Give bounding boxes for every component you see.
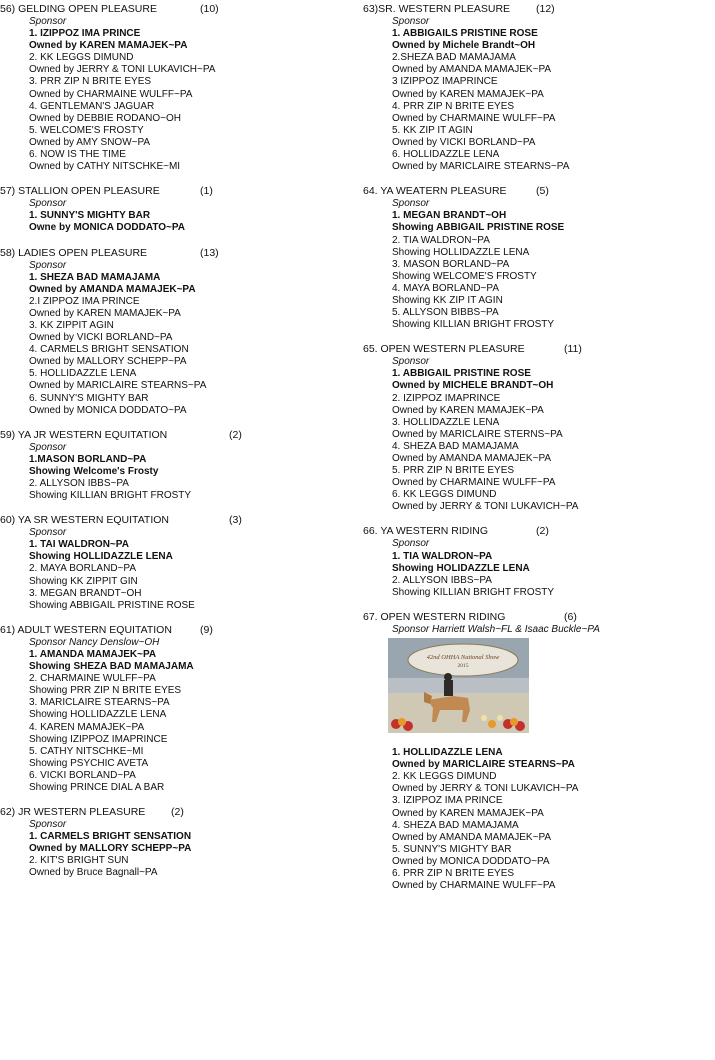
class-heading	[363, 525, 713, 538]
sponsor-line: Sponsor	[29, 259, 67, 271]
placing-line: Showing ABBIGAIL PRISTINE ROSE	[29, 599, 195, 611]
winner-line: 1. HOLLIDAZZLE LENA	[392, 747, 503, 759]
placing-line: Owned by VICKI BORLAND~PA	[29, 332, 173, 344]
class-heading	[363, 343, 713, 356]
placing-line: Owned by KAREN MAMAJEK~PA	[392, 404, 544, 416]
class-block	[0, 429, 350, 502]
placing-line: 2. KK LEGGS DIMUND	[392, 771, 497, 783]
placing-line: Owned by CHARMAINE WULFF~PA	[392, 112, 556, 124]
placing-line: Owned by VICKI BORLAND~PA	[392, 136, 536, 148]
right-column	[363, 3, 713, 904]
placing-line: Showing KILLIAN BRIGHT FROSTY	[29, 490, 192, 502]
placing-line: Owned by MONICA DODDATO~PA	[29, 404, 187, 416]
placing-line: Showing PRR ZIP N BRITE EYES	[29, 685, 182, 697]
placing-line: Owned by CHARMAINE WULFF~PA	[29, 88, 193, 100]
placing-line: 6. NOW IS THE TIME	[29, 149, 126, 161]
winner-line: Showing ABBIGAIL PRISTINE ROSE	[392, 222, 565, 234]
placing-line: 2. TIA WALDRON~PA	[392, 234, 490, 246]
entry-count: (10)	[200, 3, 219, 15]
placing-line: 3. MARICLAIRE STEARNS~PA	[29, 697, 170, 709]
placing-line: 2. KIT'S BRIGHT SUN	[29, 855, 129, 867]
placing-line: 3. IZIPPOZ IMA PRINCE	[392, 795, 503, 807]
placing-line: 2. KK LEGGS DIMUND	[29, 52, 134, 64]
sponsor-line: Sponsor	[29, 441, 67, 453]
class-heading	[0, 514, 350, 527]
left-column	[0, 3, 350, 892]
placing-line: 5. WELCOME'S FROSTY	[29, 124, 144, 136]
class-title: 67. OPEN WESTERN RIDING	[363, 610, 506, 623]
winner-line: Owned by KAREN MAMAJEK~PA	[29, 40, 188, 52]
class-title: 63)SR. WESTERN PLEASURE	[363, 3, 511, 15]
winner-line: 1. AMANDA MAMAJEK~PA	[29, 648, 157, 660]
class-title: 60) YA SR WESTERN EQUITATION	[0, 514, 169, 527]
entry-count: (6)	[564, 610, 577, 623]
class-title: 57) STALLION OPEN PLEASURE	[0, 185, 160, 198]
placing-line: Owned by DEBBIE RODANO~OH	[29, 112, 181, 124]
placing-line: Owned by MALLORY SCHEPP~PA	[29, 356, 187, 368]
placing-line: Showing PRINCE DIAL A BAR	[29, 781, 165, 793]
entry-count: (9)	[200, 623, 213, 636]
placing-line: 4. SHEZA BAD MAMAJAMA	[392, 440, 519, 452]
winner-line: Owned by MALLORY SCHEPP~PA	[29, 843, 192, 855]
placing-line: 6. PRR ZIP N BRITE EYES	[392, 867, 515, 879]
placing-line: 5. PRR ZIP N BRITE EYES	[392, 465, 515, 477]
placing-line: Owned by Bruce Bagnall~PA	[29, 867, 158, 879]
entry-count: (3)	[229, 514, 242, 527]
placing-line: 3. HOLLIDAZZLE LENA	[392, 416, 500, 428]
placing-line: Owned by AMANDA MAMAJEK~PA	[392, 64, 552, 76]
entry-count: (11)	[564, 343, 582, 356]
placing-line: Owned by AMANDA MAMAJEK~PA	[392, 453, 552, 464]
class-title: 64. YA WEATERN PLEASURE	[363, 185, 507, 198]
placing-line: Showing KILLIAN BRIGHT FROSTY	[392, 586, 555, 598]
class-title: 66. YA WESTERN RIDING	[363, 525, 489, 538]
class-title: 59) YA JR WESTERN EQUITATION	[0, 428, 168, 441]
class-block	[363, 611, 713, 892]
placing-line: 3. PRR ZIP N BRITE EYES	[29, 76, 152, 88]
winner-line: Showing HOLLIDAZZLE LENA	[29, 551, 173, 563]
class-block	[363, 343, 713, 513]
class-title: 58) LADIES OPEN PLEASURE	[0, 246, 148, 259]
placing-line: 5. SUNNY'S MIGHTY BAR	[392, 843, 512, 855]
entry-count: (12)	[536, 3, 555, 15]
placing-line: Showing HOLLIDAZZLE LENA	[392, 246, 530, 258]
placing-line: Owned by AMANDA MAMAJEK~PA	[392, 831, 552, 843]
class-heading	[0, 806, 350, 819]
entry-count: (2)	[171, 806, 184, 819]
class-title: 56) GELDING OPEN PLEASURE	[0, 3, 157, 15]
placing-line: Owned by KAREN MAMAJEK~PA	[392, 807, 544, 819]
placing-line: 6. VICKI BORLAND~PA	[29, 769, 136, 781]
placing-line: 4. CARMELS BRIGHT SENSATION	[29, 344, 189, 356]
placing-line: 2. MAYA BORLAND~PA	[29, 563, 136, 575]
sponsor-line: Sponsor	[392, 356, 430, 368]
sponsor-line: Sponsor Nancy Denslow~OH	[29, 636, 160, 648]
placing-line: 2. CHARMAINE WULFF~PA	[29, 673, 156, 685]
winner-line: 1.MASON BORLAND~PA	[29, 453, 147, 465]
winner-line: 1. TIA WALDRON~PA	[392, 550, 493, 562]
placing-line: Owned by CATHY NITSCHKE~MI	[29, 161, 181, 173]
placing-line: 6. KK LEGGS DIMUND	[392, 489, 497, 501]
placing-line: Owned by CHARMAINE WULFF~PA	[392, 880, 556, 892]
placing-line: Owned by JERRY & TONI LUKAVICH~PA	[29, 64, 216, 76]
placing-line: Owned by JERRY & TONI LUKAVICH~PA	[392, 501, 579, 513]
winner-line: 1. SUNNY'S MIGHTY BAR	[29, 210, 151, 222]
placing-line: 2.I ZIPPOZ IMA PRINCE	[29, 295, 140, 307]
winner-line: 1. MEGAN BRANDT~OH	[392, 210, 507, 222]
winner-line: Showing SHEZA BAD MAMAJAMA	[29, 661, 194, 673]
placing-line: Showing KILLIAN BRIGHT FROSTY	[392, 319, 555, 331]
placing-line: 4. MAYA BORLAND~PA	[392, 282, 499, 294]
placing-line: 5. ALLYSON BIBBS~PA	[392, 307, 499, 319]
winner-line: Owned by AMANDA MAMAJEK~PA	[29, 283, 196, 295]
class-heading	[0, 429, 350, 442]
class-block	[0, 806, 350, 879]
winner-line: 1. CARMELS BRIGHT SENSATION	[29, 831, 192, 843]
winner-line: 1. SHEZA BAD MAMAJAMA	[29, 271, 161, 283]
placing-line: Owned by KAREN MAMAJEK~PA	[392, 88, 544, 100]
placing-line: 2. IZIPPOZ IMAPRINCE	[392, 392, 501, 404]
placing-line: 5. CATHY NITSCHKE~MI	[29, 745, 144, 757]
placing-line: 2.SHEZA BAD MAMAJAMA	[392, 52, 516, 64]
winner-line: Owned by Michele Brandt~OH	[392, 40, 536, 52]
class-title: 61) ADULT WESTERN EQUITATION	[0, 623, 172, 636]
placing-line: Owned by MARICLAIRE STEARNS~PA	[392, 161, 570, 173]
placing-line: Showing WELCOME'S FROSTY	[392, 270, 537, 282]
placing-line: Owned by KAREN MAMAJEK~PA	[29, 307, 181, 319]
placing-line: 3. MEGAN BRANDT~OH	[29, 587, 142, 599]
class-block	[0, 247, 350, 417]
winner-line: Showing HOLIDAZZLE LENA	[392, 562, 530, 574]
placing-line: Showing KK ZIP IT AGIN	[392, 294, 503, 306]
placing-line: 4. KAREN MAMAJEK~PA	[29, 721, 145, 733]
sponsor-line: Sponsor	[29, 527, 67, 539]
placing-line: 4. PRR ZIP N BRITE EYES	[392, 100, 515, 112]
class-heading	[0, 624, 350, 637]
placing-line: 5. KK ZIP IT AGIN	[392, 124, 473, 136]
sponsor-line: Sponsor Harriett Walsh~FL & Isaac Buckle~PA	[392, 623, 600, 635]
class-title: 62) JR WESTERN PLEASURE	[0, 806, 146, 819]
placing-line: 4. GENTLEMAN'S JAGUAR	[29, 100, 155, 112]
class-block	[363, 185, 713, 331]
class-heading	[0, 3, 350, 16]
placing-line: Showing IZIPPOZ IMAPRINCE	[29, 733, 168, 745]
class-heading	[363, 185, 713, 198]
placing-line: 3. MASON BORLAND~PA	[392, 258, 510, 270]
placing-line: Owned by JERRY & TONI LUKAVICH~PA	[392, 783, 579, 795]
winner-line: Owned by MARICLAIRE STEARNS~PA	[392, 759, 575, 771]
entry-count: (5)	[536, 185, 549, 198]
show-photo	[388, 638, 529, 733]
entry-count: (13)	[200, 246, 219, 259]
placing-line: Showing PSYCHIC AVETA	[29, 757, 149, 769]
class-heading	[0, 185, 350, 198]
placing-line: 2. ALLYSON IBBS~PA	[29, 478, 129, 489]
winner-line: Owned by MICHELE BRANDT~OH	[392, 380, 554, 392]
placing-line: 3. KK ZIPPIT AGIN	[29, 319, 114, 331]
entry-count: (1)	[200, 185, 213, 198]
class-block	[363, 3, 713, 173]
placing-line: 2. ALLYSON IBBS~PA	[392, 574, 492, 586]
winner-line: 1. IZIPPOZ IMA PRINCE	[29, 28, 141, 40]
winner-line: Showing Welcome's Frosty	[29, 465, 159, 477]
sponsor-line: Sponsor	[29, 198, 67, 210]
class-heading	[0, 247, 350, 260]
placing-line: Owned by MARICLAIRE STEARNS~PA	[29, 380, 207, 392]
placing-line: Owned by MARICLAIRE STERNS~PA	[392, 428, 563, 440]
photo-banner-text: 42nd OHHA National Show	[426, 654, 500, 662]
placing-line: Showing HOLLIDAZZLE LENA	[29, 709, 167, 721]
placing-line: Owned by MONICA DODDATO~PA	[392, 855, 550, 867]
placing-line: 4. SHEZA BAD MAMAJAMA	[392, 819, 519, 831]
placing-line: Owned by CHARMAINE WULFF~PA	[392, 477, 556, 489]
placing-line: Owned by AMY SNOW~PA	[29, 136, 151, 148]
winner-line: 1. ABBIGAIL PRISTINE ROSE	[392, 368, 531, 380]
entry-count: (2)	[536, 525, 549, 538]
placing-line: 3 IZIPPOZ IMAPRINCE	[392, 76, 498, 88]
placing-line: 6. SUNNY'S MIGHTY BAR	[29, 392, 149, 404]
class-block	[363, 525, 713, 598]
photo-banner-year: 2015	[457, 663, 469, 670]
sponsor-line: Sponsor	[392, 198, 430, 210]
class-heading	[363, 3, 713, 16]
sponsor-line: Sponsor	[392, 538, 430, 550]
class-block	[0, 185, 350, 234]
winner-line: 1. TAI WALDRON~PA	[29, 539, 129, 551]
winner-line: 1. ABBIGAILS PRISTINE ROSE	[392, 28, 538, 40]
entry-count: (2)	[229, 428, 242, 441]
class-block	[0, 3, 350, 173]
class-block	[0, 514, 350, 612]
placing-line: Showing KK ZIPPIT GIN	[29, 575, 138, 587]
sponsor-line: Sponsor	[392, 16, 430, 27]
placing-line: 5. HOLLIDAZZLE LENA	[29, 368, 137, 380]
sponsor-line: Sponsor	[29, 819, 67, 831]
sponsor-line: Sponsor	[29, 16, 67, 27]
class-heading	[363, 611, 713, 624]
placing-line: 6. HOLLIDAZZLE LENA	[392, 149, 500, 161]
class-block	[0, 624, 350, 794]
winner-line: Owne by MONICA DODDATO~PA	[29, 222, 186, 234]
class-title: 65. OPEN WESTERN PLEASURE	[363, 343, 525, 356]
